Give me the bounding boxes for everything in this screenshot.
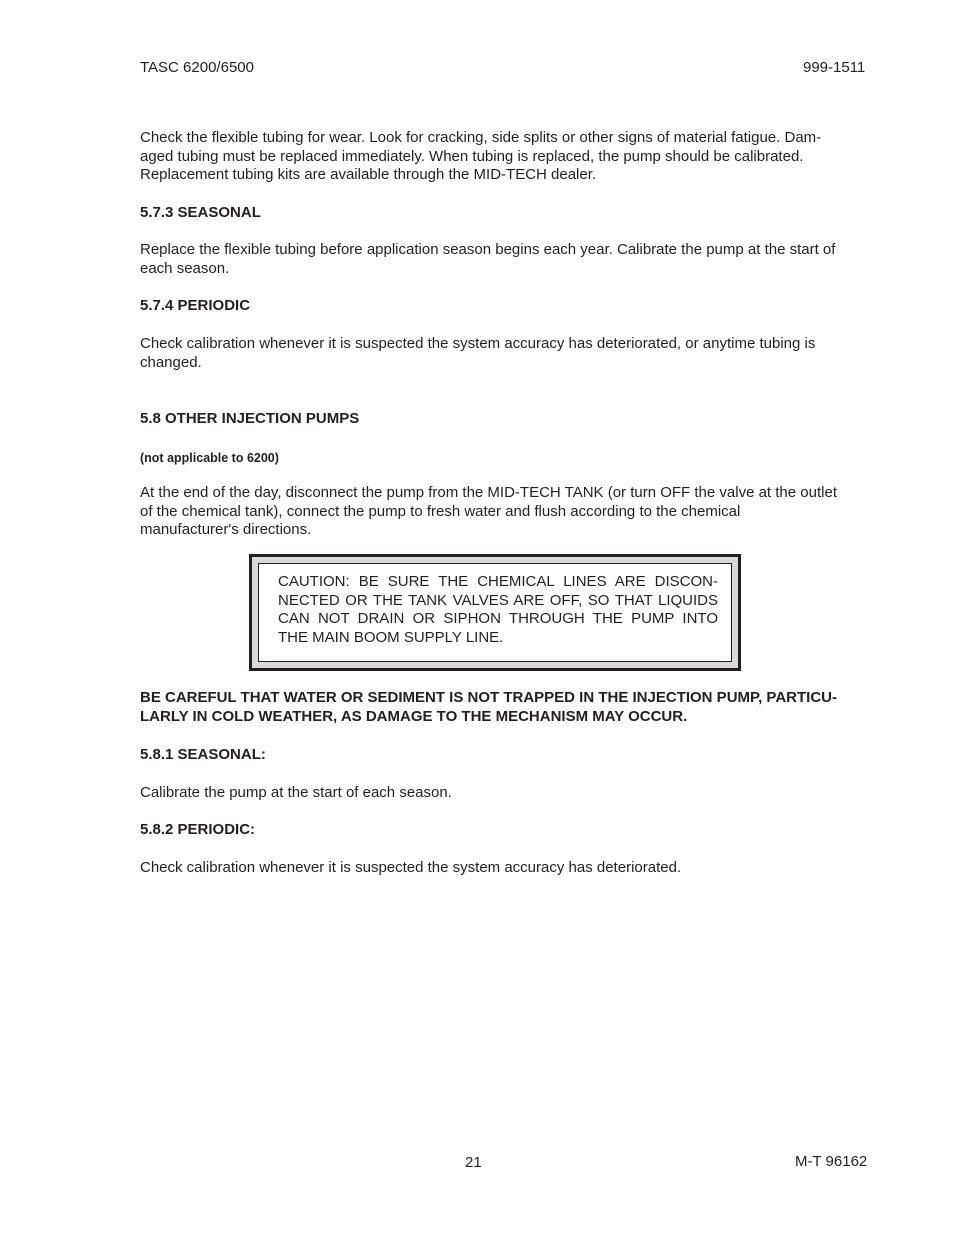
warning-line: LARLY IN COLD WEATHER, AS DAMAGE TO THE MECHANISM MAY OCCUR. — [140, 707, 688, 725]
warning-paragraph — [140, 689, 837, 726]
paragraph-line: changed. — [140, 353, 202, 371]
caution-line: THE MAIN BOOM SUPPLY LINE. — [278, 628, 504, 646]
section-5-8-1-paragraph: Calibrate the pump at the start of each season. — [140, 784, 452, 801]
page-number: 21 — [465, 1154, 482, 1171]
caution-line: NECTED OR THE TANK VALVES ARE OFF, SO THAT LIQUIDS — [278, 591, 718, 609]
paragraph-line: manufacturer's directions. — [140, 521, 312, 539]
warning-line: BE CAREFUL THAT WATER OR SEDIMENT IS NOT TRAPPED IN THE INJECTION PUMP, PARTICU- — [140, 689, 837, 706]
paragraph-line: each season. — [140, 259, 230, 277]
header-document-title: TASC 6200/6500 — [140, 59, 254, 76]
section-heading-5-7-3: 5.7.3 SEASONAL — [140, 204, 261, 221]
section-heading-5-8-1: 5.8.1 SEASONAL: — [140, 746, 266, 763]
intro-paragraph — [140, 129, 872, 185]
section-5-8-paragraph — [140, 484, 872, 540]
paragraph-line: Replace the flexible tubing before application season begins each year. Calibrate the pump at the start of — [140, 241, 836, 258]
section-5-7-4-paragraph — [140, 335, 872, 372]
section-heading-5-7-4: 5.7.4 PERIODIC — [140, 297, 251, 314]
section-5-7-3-paragraph — [140, 241, 872, 278]
paragraph-line: of the chemical tank), connect the pump to fresh water and flush according to the chemical — [140, 502, 741, 520]
section-5-8-2-paragraph: Check calibration whenever it is suspected the system accuracy has deteriorated. — [140, 859, 682, 876]
section-heading-5-8: 5.8 OTHER INJECTION PUMPS — [140, 410, 360, 427]
caution-text — [278, 573, 718, 647]
section-heading-5-8-2: 5.8.2 PERIODIC: — [140, 821, 256, 838]
caution-line: CAUTION: BE SURE THE CHEMICAL LINES ARE DISCON- — [278, 573, 718, 590]
header-part-number: 999-1511 — [803, 59, 866, 76]
intro-line: Replacement tubing kits are available through the MID-TECH dealer. — [140, 166, 597, 184]
paragraph-line: At the end of the day, disconnect the pump from the MID-TECH TANK (or turn OFF the valve at the outlet — [140, 484, 837, 501]
paragraph-line: Check calibration whenever it is suspected the system accuracy has deteriorated, or anytime tubing is — [140, 335, 816, 352]
caution-line: CAN NOT DRAIN OR SIPHON THROUGH THE PUMP INTO — [278, 610, 718, 628]
applicability-note: (not applicable to 6200) — [140, 451, 279, 465]
intro-line: aged tubing must be replaced immediately. When tubing is replaced, the pump should be calibrated. — [140, 147, 804, 165]
footer-document-code: M-T 96162 — [795, 1153, 868, 1170]
intro-line: Check the flexible tubing for wear. Look for cracking, side splits or other signs of material fatigue. Dam- — [140, 129, 822, 146]
